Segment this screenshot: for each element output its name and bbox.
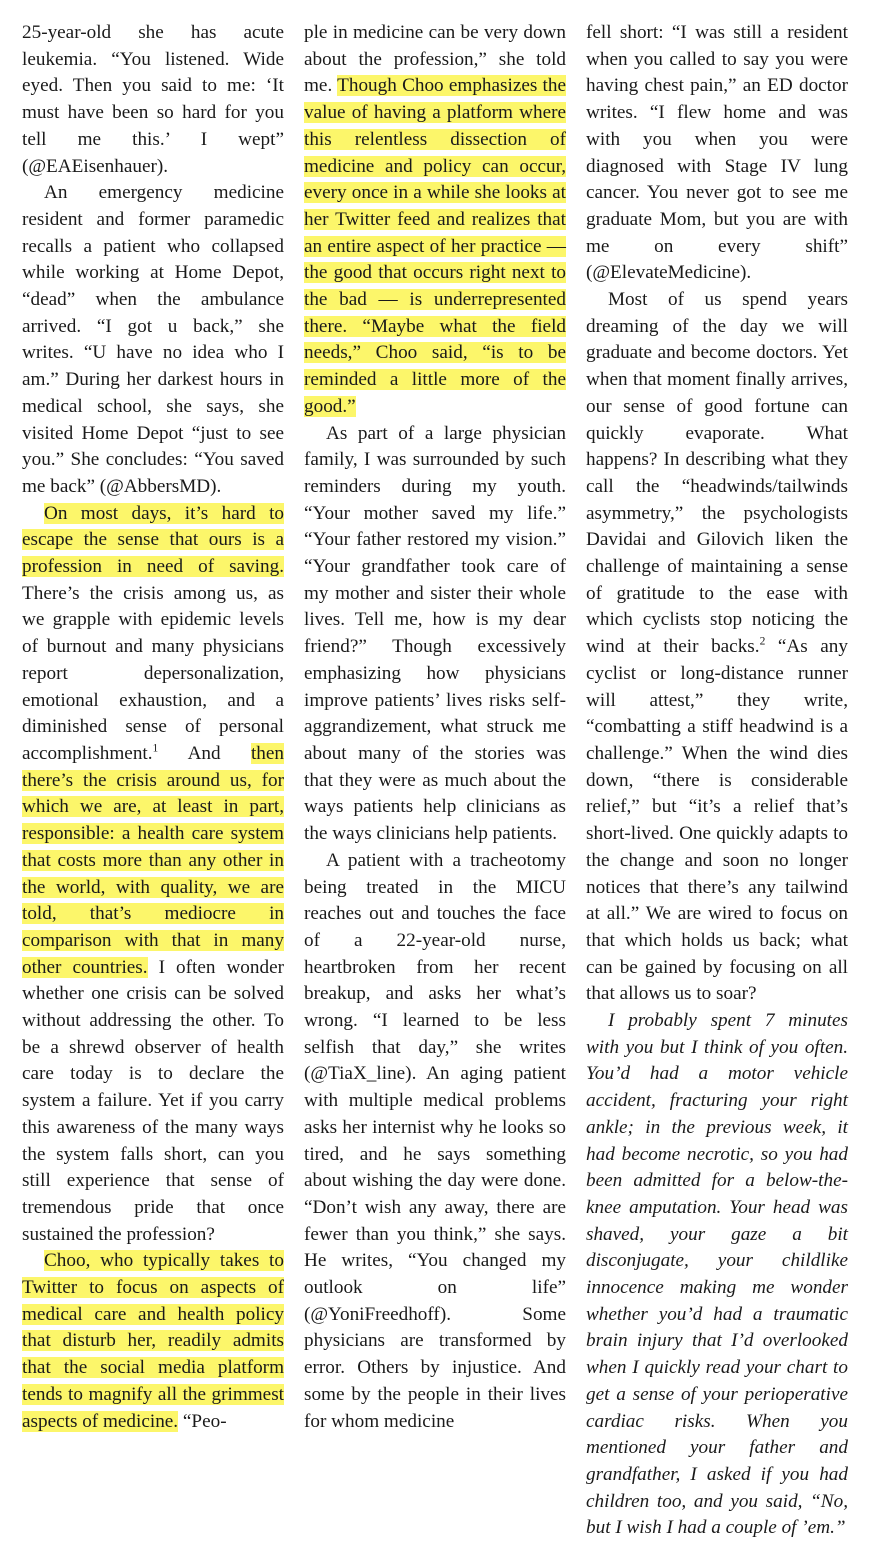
paragraph — [304, 20, 566, 421]
text: As part of a large physician family, I was surrounded by such reminders during my youth. “Your mother saved my life.” “Your father restored my vision.” “Your grandfather took care of my mother and sister their whole lives. Tell me, how is my dear friend?” Though excessively emphasizing how physicians improve patients’ lives risks self-aggrandizement, what struck me about many of the stories was that they were as much about the ways patients help clinicians as the ways clinicians help patients. — [304, 422, 566, 845]
paragraph — [586, 287, 848, 1008]
text: I probably spent 7 minutes with you but I think of you often. You’d had a motor vehicle accident, fracturing your right ankle; in the previous week, it had become necrotic, so you had been admitted for a below-the-knee amputation. Your head was shaved, your gaze a bit disconjugate, your childlike innocence making me wonder whether you’d had a traumatic brain injury that I’d overlooked when I quickly read your chart to get a sense of your perioperative cardiac risks. When you mentioned your father and grandfather, I asked if you had children too, and you said, “No, but I wish I had a couple of ’em.” — [586, 1010, 848, 1539]
column-1 — [22, 20, 284, 1435]
text: ple in medicine can be very down about the profession,” she told me. — [304, 22, 566, 97]
highlighted-text: Though Choo emphasizes the value of having a platform where this relentless dissection of medicine and policy can occur, every once in a while she looks at her Twitter feed and realizes that an entire aspect of her practice — the good that occurs right next to the bad — is underrepresented there. “Maybe what the field needs,” Choo said, “is to be reminded a little more of the good.” — [304, 75, 566, 417]
italic-paragraph — [586, 1008, 848, 1542]
text: “As any cyclist or long-distance runner will attest,” they write, “combatting a stiff headwind is a challenge.” When the wind dies down, “there is considerable relief,” but “it’s a relief that’s short-lived. One quickly adapts to the change and soon no longer notices that there’s any tailwind at all.” We are wired to focus on that which holds us back; what can be gained by focusing on all that allows us to soar? — [586, 636, 848, 1005]
text: A patient with a tracheotomy being treated in the MICU reaches out and touches the face of a 22-year-old nurse, heartbroken from her recent breakup, and asks her what’s wrong. “I learned to be less selfish that day,” she writes (@TiaX_line). An aging patient with multiple medical problems asks her internist why he looks so tired, and he says something about wishing the day were done. “Don’t wish any away, there are fewer than you think,” she says. He writes, “You changed my outlook on life” (@YoniFreedhoff). Some physicians are transformed by error. Others by injustice. And some by the people in their lives for whom medicine — [304, 849, 566, 1432]
text: fell short: “I was still a resident when you called to say you were having chest pain,” an ED doctor writes. “I flew home and was with you when you were diagnosed with Stage IV lung cancer. You never got to see me graduate Mom, but you are with me on every shift” (@ElevateMedicine). — [586, 22, 848, 284]
paragraph — [586, 20, 848, 287]
paragraph — [22, 20, 284, 180]
paragraph — [22, 1248, 284, 1435]
paragraph — [304, 421, 566, 848]
highlighted-text: Choo, who typically takes to Twitter to focus on aspects of medical care and health policy that disturb her, readily admits that the social media platform tends to magnify all the grimmest aspects of medicine. — [22, 1250, 284, 1432]
text: 25-year-old she has acute leukemia. “You listened. Wide eyed. Then you said to me: ‘It must have been so hard for you tell me this.’ I wept” (@EAEisenhauer). — [22, 22, 284, 177]
text: There’s the crisis among us, as we grapple with epidemic levels of burnout and many physicians report depersonalization, emotional exhaustion, and a diminished sense of personal accomplishment. — [22, 582, 284, 764]
paragraph — [22, 180, 284, 500]
column-3 — [586, 20, 848, 1542]
text: “Peo- — [178, 1410, 227, 1432]
footnote-ref: 2 — [759, 635, 766, 648]
text: An emergency medicine resident and former paramedic recalls a patient who collapsed while working at Home Depot, “dead” when the ambulance arrived. “I got u back,” she writes. “U have no idea who I am.” During her darkest hours in medical school, she says, she visited Home Depot “just to see you.” She concludes: “You saved me back” (@AbbersMD). — [22, 182, 284, 497]
text: And — [158, 742, 251, 764]
paragraph — [304, 848, 566, 1435]
text: Most of us spend years dreaming of the day we will graduate and become doctors. Yet when that moment finally arrives, our sense of good fortune can quickly evaporate. What happens? In describing what they call the “headwinds/tailwinds asymmetry,” the psychologists Davidai and Gilovich liken the challenge of maintaining a sense of gratitude to the ease with which cyclists stop noticing the wind at their backs. — [586, 289, 848, 658]
paragraph — [22, 501, 284, 1249]
highlighted-text: then there’s the crisis around us, for which we are, at least in part, responsible: a health care system that costs more than any other in the world, with quality, we are told, that’s mediocre in comparison with that in many other countries. — [22, 742, 284, 978]
column-2 — [304, 20, 566, 1435]
text: I often wonder whether one crisis can be solved without addressing the other. To be a shrewd observer of health care today is to declare the system a failure. Yet if you carry this awareness of the many ways the system falls short, can you still experience that sense of tremendous pride that once sustained the profession? — [22, 956, 284, 1245]
footnote-ref: 1 — [152, 742, 159, 755]
highlighted-text: On most days, it’s hard to escape the sense that ours is a profession in need of saving. — [22, 502, 284, 578]
